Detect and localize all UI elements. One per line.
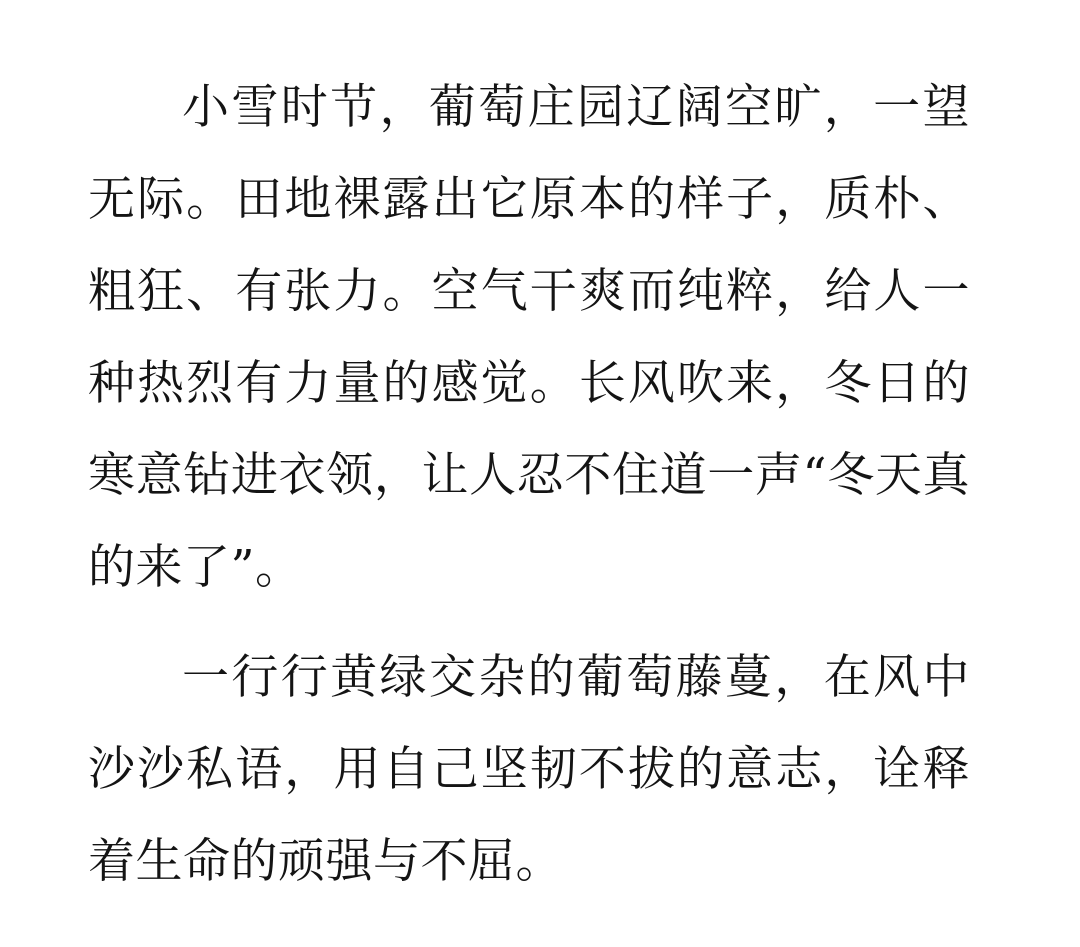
paragraph-2: 一行行黄绿交杂的葡萄藤蔓，在风中沙沙私语，用自己坚韧不拔的意志，诠释着生命的顽强与不屈。 bbox=[88, 650, 970, 889]
article-body bbox=[88, 62, 970, 908]
paragraph-1: 小雪时节，葡萄庄园辽阔空旷，一望无际。田地裸露出它原本的样子，质朴、粗狂、有张力。空气干爽而纯粹，给人一种热烈有力量的感觉。长风吹来，冬日的寒意钻进衣领，让人忍不住道一声“冬天真的来了”。 bbox=[88, 80, 970, 595]
